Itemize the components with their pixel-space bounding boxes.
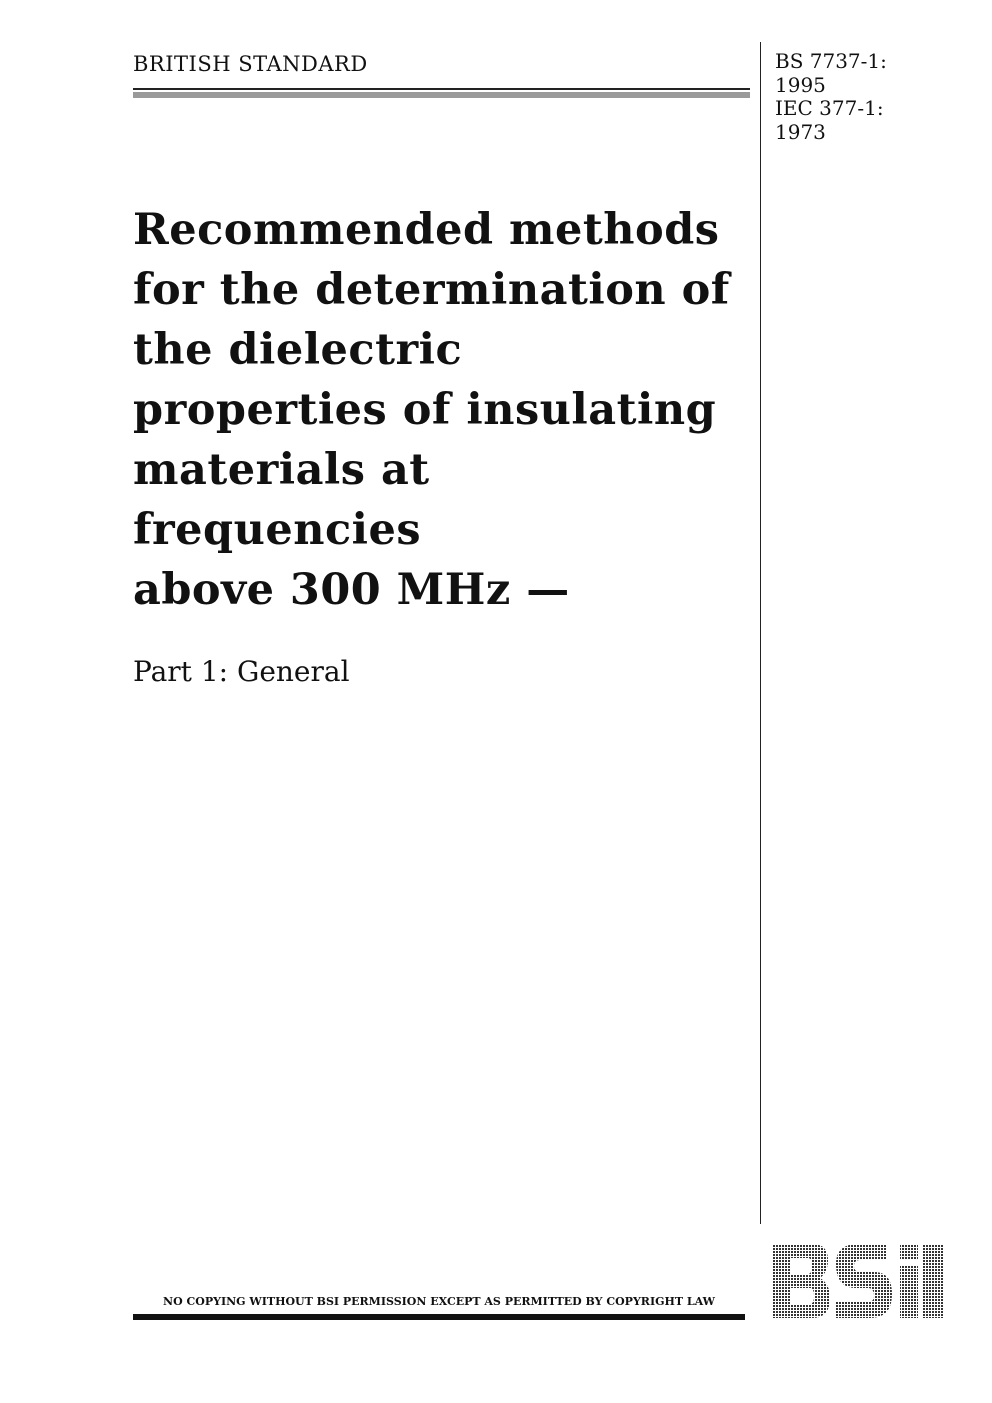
standard-number-iec: IEC 377-1: [775,96,884,120]
standard-year-iec: 1973 [775,119,826,144]
title-line: the dielectric [133,325,463,375]
title-line: materials at [133,445,430,495]
document-type-label: BRITISH STANDARD [133,52,368,76]
title-line: above 300 MHz — [133,565,570,615]
header-rule [133,88,750,90]
logo-letter-i-stem [900,1266,918,1318]
standard-number-bs: BS 7737-1: [775,49,887,73]
bsi-logo [770,1242,945,1320]
document-subtitle: Part 1: General [133,655,350,688]
logo-letter-i-dot [900,1244,918,1260]
title-line: frequencies [133,505,422,555]
footer-rule [133,1314,745,1320]
title-line: Recommended methods [133,205,720,255]
header-rule-grey [133,92,750,98]
copyright-notice: NO COPYING WITHOUT BSI PERMISSION EXCEPT AS PERMITTED BY COPYRIGHT LAW [163,1295,715,1308]
column-divider [760,42,761,1224]
logo-letter-b [772,1244,830,1318]
standard-numbers [775,50,887,144]
logo-letter-s [836,1244,892,1318]
logo-bar [923,1244,943,1318]
title-line: properties of insulating [133,385,717,435]
title-line: for the determination of [133,265,730,315]
document-title [133,200,730,620]
standard-year-bs: 1995 [775,72,826,97]
